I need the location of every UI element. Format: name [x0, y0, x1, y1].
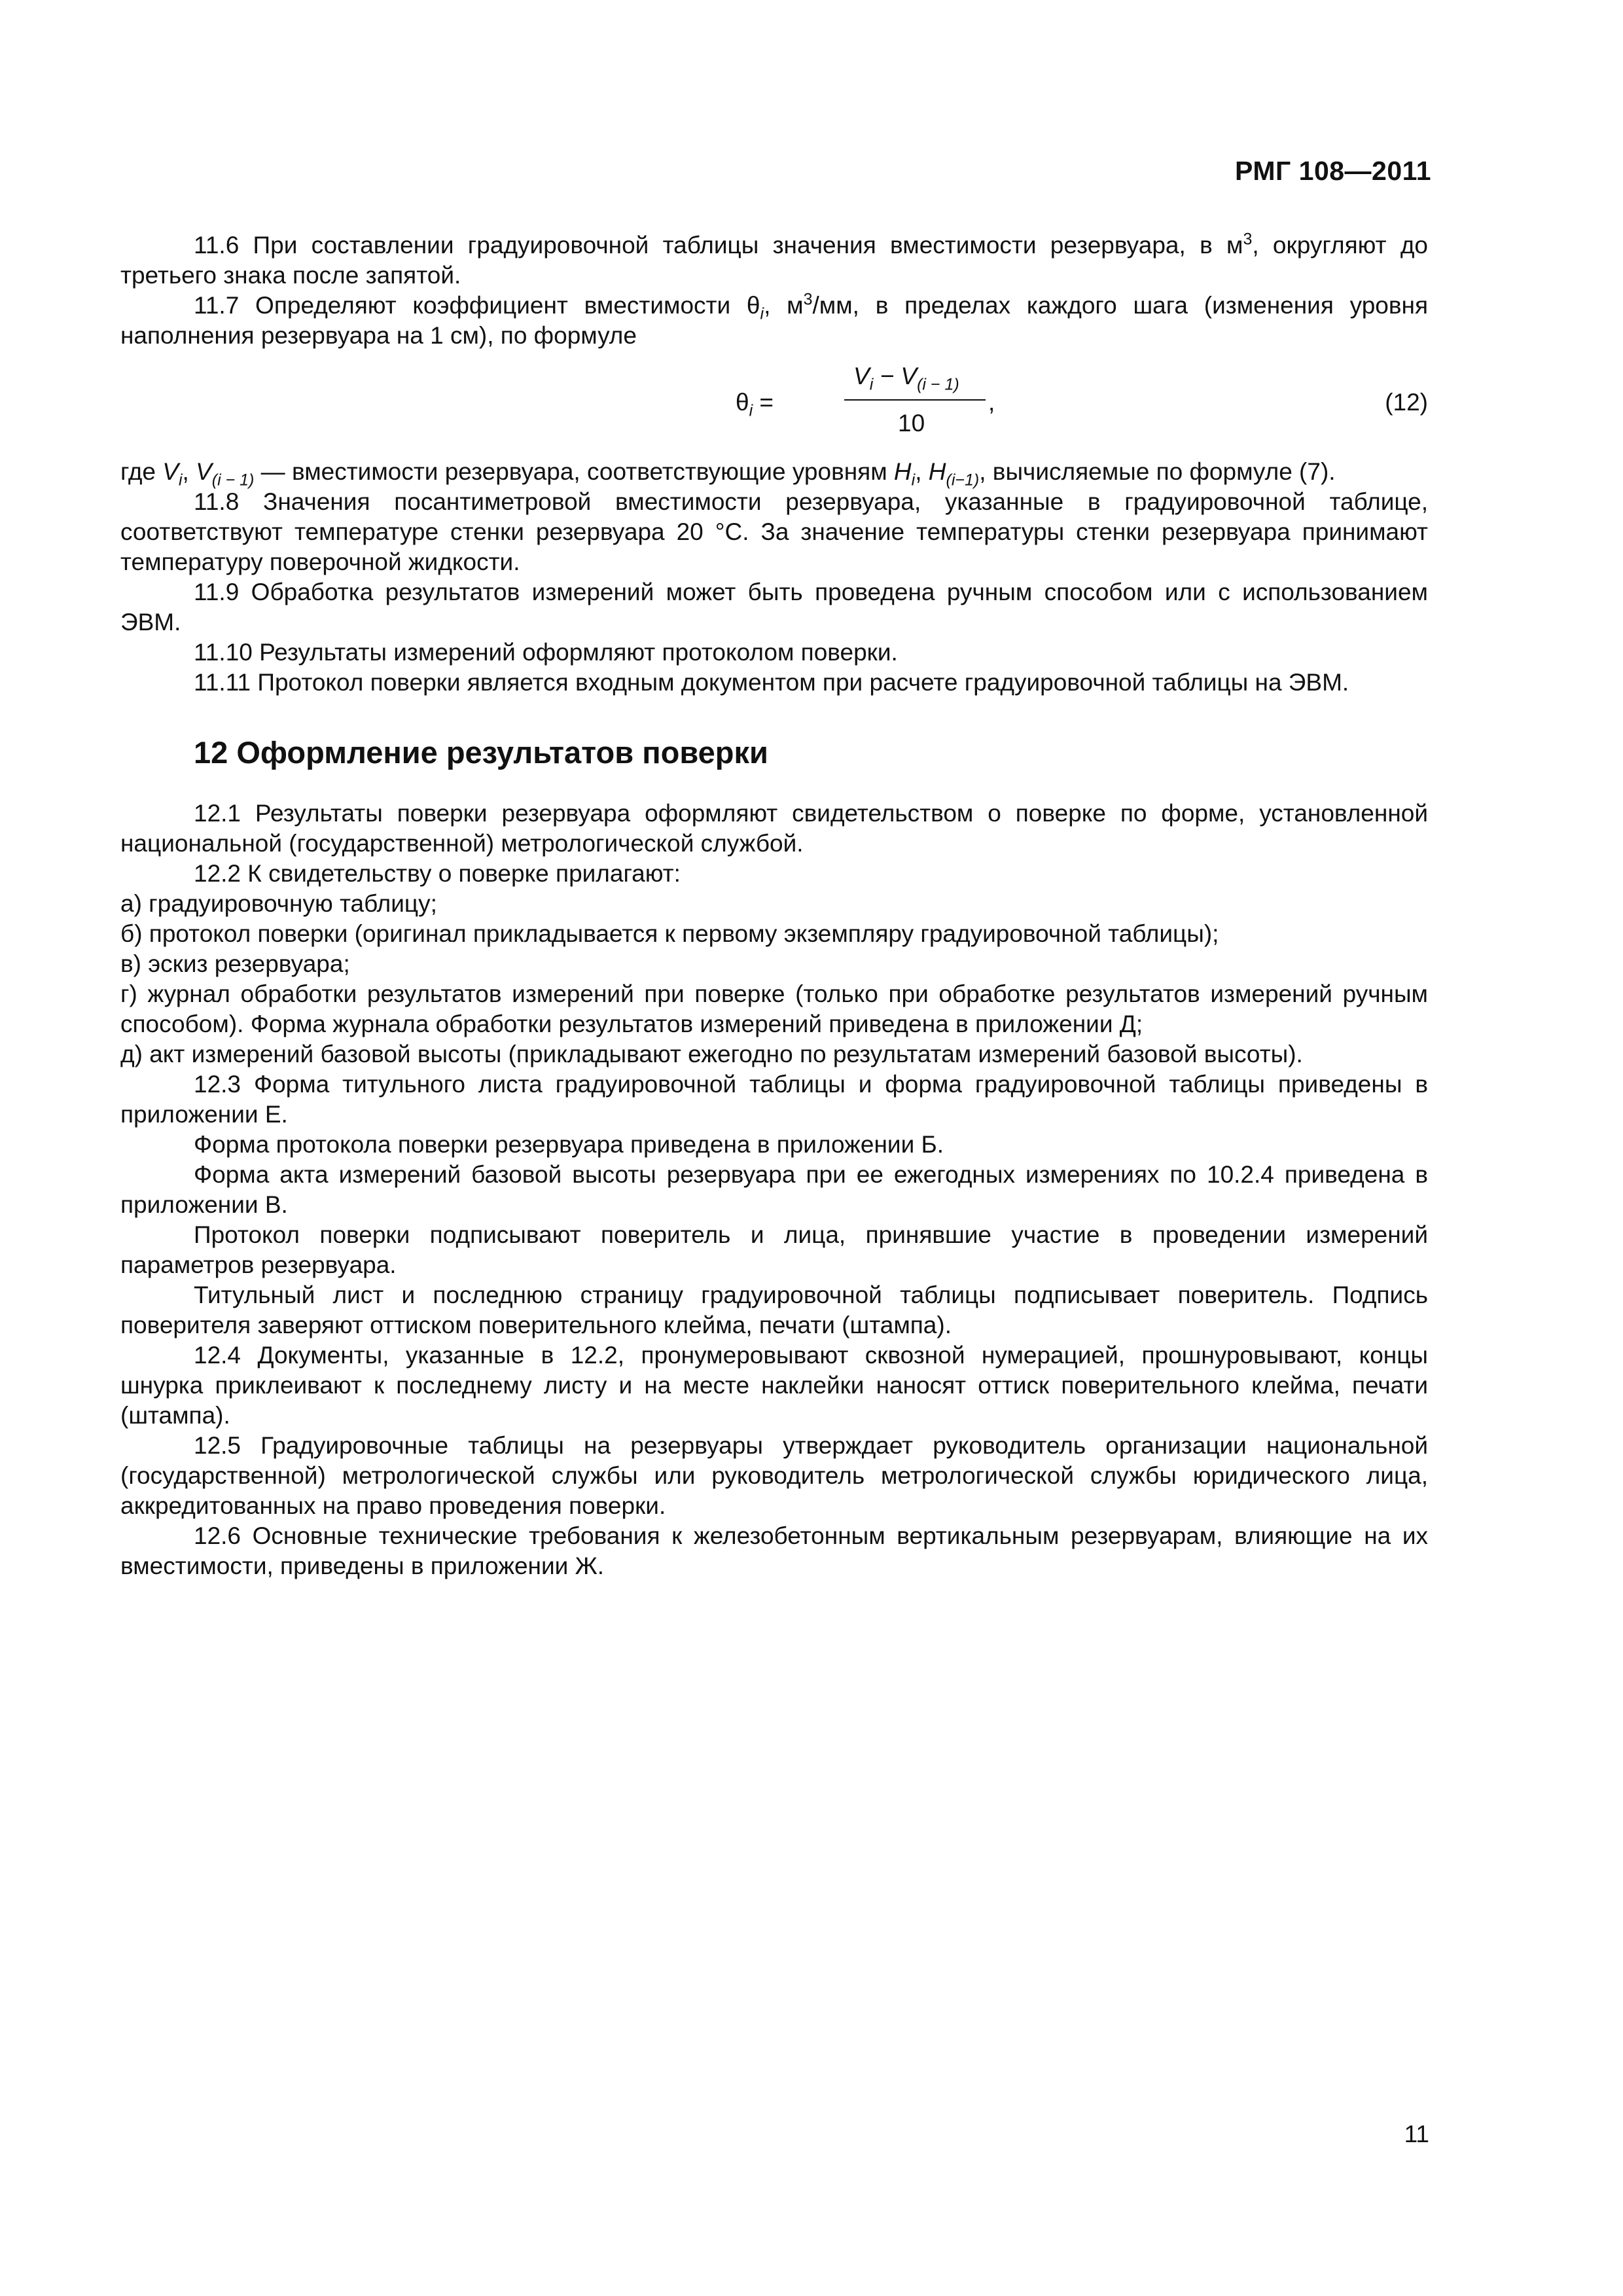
- where-text-a: где: [120, 458, 163, 485]
- list-item-d: г) журнал обработки результатов измерений при поверке (только при обработке результатов измерений ручным способом). Форма журнала обработки результатов измерений приведена в приложении Д;: [120, 980, 1428, 1037]
- clause-11-6: [120, 230, 1428, 291]
- clause-12-2: 12.2 К свидетельству о поверке прилагают:: [194, 860, 681, 887]
- list-item-a: а) градуировочную таблицу;: [120, 890, 437, 917]
- clause-11-7-text-a: 11.7 Определяют коэффициент вместимости θ: [194, 292, 760, 319]
- formula-numerator: [853, 361, 959, 394]
- clause-11-11: 11.11 Протокол поверки является входным документом при расчете градуировочной таблицы на ЭВМ.: [194, 669, 1349, 696]
- clause-11-10: 11.10 Результаты измерений оформляют протоколом поверки.: [194, 639, 898, 666]
- superscript: 3: [1243, 230, 1253, 249]
- clause-11-6-text-a: 11.6 При составлении градуировочной таблицы значения вместимости резервуара, в м: [194, 232, 1243, 259]
- where-text-c: , вычисляемые по формуле (7).: [979, 458, 1336, 485]
- formula-number: (12): [1385, 389, 1428, 416]
- clause-11-8: 11.8 Значения посантиметровой вместимости резервуара, указанные в градуировочной таблице, соответствуют температуре стенки резервуара 20 °С. За значение температуры стенки резервуара принимают температуру поверочной жидкости.: [120, 488, 1428, 575]
- subscript-italic: i: [869, 375, 874, 394]
- formula-12: [120, 357, 1428, 445]
- subscript-italic: i: [178, 471, 183, 490]
- clause-12-4: 12.4 Документы, указанные в 12.2, пронумеровывают сквозной нумерацией, прошнуровывают, концы шнурка приклеивают к последнему листу и на месте наклейки наносят оттиск поверительного клейма, печати (штампа).: [120, 1342, 1428, 1429]
- subscript: [917, 375, 959, 393]
- minus-v: − V: [873, 363, 918, 389]
- clause-12-3-act-form: Форма акта измерений базовой высоты резервуара при ее ежегодных измерениях по 10.2.4 приведена в приложении В.: [120, 1161, 1428, 1218]
- clause-12-3: 12.3 Форма титульного листа градуировочной таблицы и форма градуировочной таблицы приведены в приложении Е.: [120, 1071, 1428, 1128]
- document-body: [120, 230, 1428, 1581]
- subscript-italic: (i − 1): [211, 471, 255, 490]
- clause-12-3-protocol-form: Форма протокола поверки резервуара приведена в приложении Б.: [194, 1131, 944, 1158]
- separator: ,: [182, 458, 196, 485]
- variable-v: V: [196, 458, 212, 485]
- fraction-bar: [844, 399, 986, 401]
- clause-11-9: 11.9 Обработка результатов измерений может быть проведена ручным способом или с использованием ЭВМ.: [120, 579, 1428, 636]
- document-code: РМГ 108—2011: [1235, 156, 1431, 186]
- clause-11-7-text-c: /мм, в пределах каждого шага (изменения уровня наполнения резервуара на 1 см), по формуле: [120, 292, 1429, 349]
- where-text-b: — вместимости резервуара, соответствующие уровням: [254, 458, 894, 485]
- formula-comma: ,: [988, 389, 995, 416]
- variable-v: V: [853, 363, 870, 389]
- list-item-c: в) эскиз резервуара;: [120, 950, 350, 977]
- equals-sign: =: [753, 389, 774, 416]
- subscript-italic: i: [749, 401, 753, 420]
- clause-12-3-signing: Протокол поверки подписывают поверитель и лица, принявшие участие в проведении измерений параметров резервуара.: [120, 1221, 1428, 1278]
- formula-denominator: 10: [898, 410, 925, 437]
- clause-12-6: 12.6 Основные технические требования к железобетонным вертикальным резервуарам, влияющие на их вместимости, приведены в приложении Ж.: [120, 1522, 1428, 1579]
- separator: ,: [915, 458, 929, 485]
- formula-expression: [690, 357, 995, 445]
- clause-12-5: 12.5 Градуировочные таблицы на резервуары утверждает руководитель организации национальной (государственной) метрологической службы или руководитель метрологической службы юридического лица, аккредитованных на право проведения поверки.: [120, 1432, 1428, 1519]
- variable-h: H: [893, 458, 912, 485]
- subscript-italic: (i−1): [946, 471, 980, 490]
- variable-v: V: [162, 458, 179, 485]
- where-clause: [120, 457, 1428, 490]
- superscript: 3: [803, 290, 813, 309]
- clause-11-7: [120, 291, 1428, 351]
- subscript-italic: i: [911, 471, 916, 490]
- list-item-b: б) протокол поверки (оригинал прикладывается к первому экземпляру градуировочной таблицы);: [120, 920, 1219, 947]
- list-item-e: д) акт измерений базовой высоты (прикладывают ежегодно по результатам измерений базовой высоты).: [120, 1041, 1303, 1067]
- clause-11-7-text-b: , м: [764, 292, 804, 319]
- variable-h: H: [928, 458, 946, 485]
- clause-12-1: 12.1 Результаты поверки резервуара оформляют свидетельством о поверке по форме, установленной национальной (государственной) метрологической службой.: [120, 800, 1428, 857]
- theta-symbol: θ: [736, 389, 749, 416]
- clause-11-6-text-b: , округляют до третьего знака после запятой.: [120, 232, 1428, 289]
- subscript-italic: (i − 1): [917, 375, 959, 394]
- subscript-italic: i: [760, 304, 764, 323]
- clause-12-3-title-sheet: Титульный лист и последнюю страницу градуировочной таблицы подписывает поверитель. Подпись поверителя заверяют оттиском поверительного клейма, печати (штампа).: [120, 1282, 1428, 1338]
- section-12-heading: 12 Оформление результатов поверки: [194, 735, 768, 770]
- page-number: 11: [1404, 2121, 1429, 2147]
- formula-lhs: [736, 387, 774, 418]
